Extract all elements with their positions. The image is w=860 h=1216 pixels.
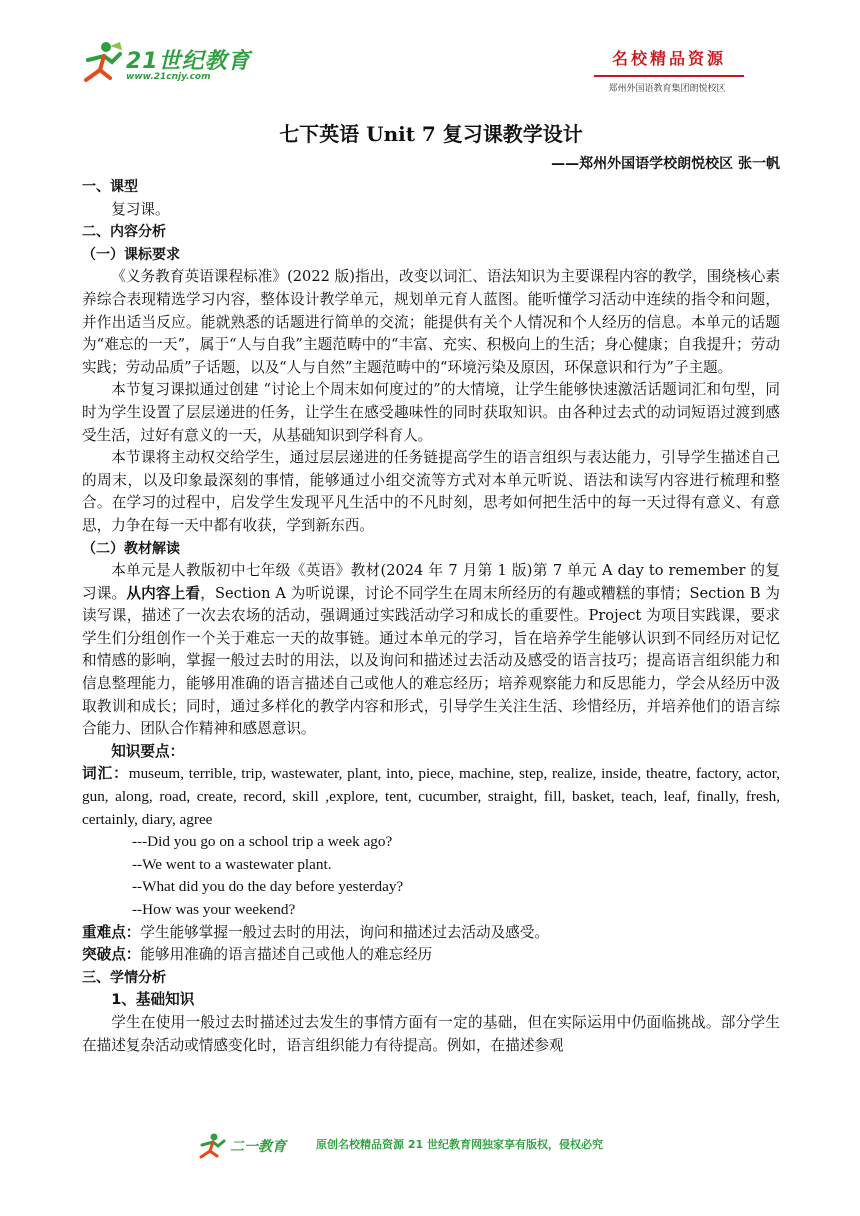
doc-author: ——郑州外国语学校朗悦校区 张一帆 [551, 156, 780, 172]
logo-text: 21世纪教育 [126, 49, 251, 74]
footer-logo [198, 1132, 298, 1162]
paragraph-text: 本单元是人教版初中七年级《英语》教材(2024 年 7 月第 1 版)第 7 单元 A day to remember 的复习课。 [82, 562, 780, 602]
section-heading-3: 三、学情分析 [82, 969, 166, 986]
subsection-heading-2-1: （一）课标要求 [82, 246, 180, 263]
vocab-paragraph [82, 763, 780, 831]
example-sentence: --We went to a wastewater plant. [132, 855, 332, 873]
doc-title: 七下英语 Unit 7 复习课教学设计 [279, 122, 583, 146]
runner-icon [80, 40, 124, 86]
break-point [82, 944, 780, 967]
subsection-heading-3-1: 1、基础知识 [111, 991, 195, 1009]
paragraph-text: ，Section A 为听说课，讨论不同学生在周末所经历的有趣或糟糕的事情；Section B 为读写课，描述了一次去农场的活动，强调通过实践活动学习和成长的重要性。Project 为项目实践课，要求学生们分组创作一个关于难忘一天的故事链。通过本单元的学习，旨在培养学生能够认识到不同经历对记忆和情感的影响，掌握一般过去时的用法，以及询问和描述过去活动及感受的语言技巧；提高语言组织能力和信息整理能力，能够用准确的语言描述自己或他人的难忘经历；培养观察能力和反思能力，学会从经历中汲取教训和成长；同时，通过多样化的教学内容和形式，引导学生关注生活、珍惜经历，并培养他们的语言综合能力、团队合作精神和感恩意识。 [82, 584, 780, 738]
section-1-text: 复习课。 [111, 200, 170, 218]
subsection-heading-2-2: （二）教材解读 [82, 540, 180, 557]
footer-logo-text: 二一教育 [230, 1139, 286, 1155]
paragraph [82, 560, 780, 741]
logo-21cnjy [80, 40, 280, 90]
break-label: 突破点： [82, 946, 141, 964]
page-header [0, 0, 860, 110]
key-text: 学生能够掌握一般过去时的用法，询问和描述过去活动及感受。 [140, 923, 550, 941]
vocab-text: museum, terrible, trip, wastewater, plant, into, piece, machine, step, realize, inside, theatre, factory, actor, gun, along, road, create, record, skill ,explore, tent, cucumber, straight, fill, basket, teach, leaf, finally, fresh, certainly, diary, agree [82, 765, 780, 828]
example-sentence: ---Did you go on a school trip a week ago? [132, 833, 393, 851]
brand-subtitle: 郑州外国语教育集团朗悦校区 [608, 84, 726, 94]
key-label: 重难点： [82, 923, 141, 941]
paragraph: 本节复习课拟通过创建 “讨论上个周末如何度过的”的大情境，让学生能够快速激活话题词汇和句型，同时为学生设置了层层递进的任务，让学生在感受趣味性的同时获取知识。由各种过去式的动词短语过渡到感受生活，过好有意义的一天，从基础知识到学科育人。 [82, 381, 780, 444]
emphasis-text: 从内容上看 [126, 584, 201, 602]
example-sentence: --What did you do the day before yesterday? [132, 878, 404, 896]
document-body [82, 118, 780, 1057]
break-text: 能够用准确的语言描述自己或他人的难忘经历 [140, 946, 433, 964]
section-heading-2: 二、内容分析 [82, 224, 166, 241]
logo-url: www.21cnjy.com [126, 72, 211, 82]
copyright-notice: 原创名校精品资源 21 世纪教育网独家享有版权，侵权必究 [316, 1138, 603, 1151]
section-heading-1: 一、课型 [82, 179, 138, 195]
vocab-label: 词汇： [82, 765, 129, 783]
runner-icon [198, 1132, 226, 1160]
paragraph: 《义务教育英语课程标准》(2022 版)指出，改变以词汇、语法知识为主要课程内容的教学，围绕核心素养综合表现精选学习内容，整体设计教学单元，规划单元育人蓝图。能听懂学习活动中连续的指令和问题，并作出适当反应。能就熟悉的话题进行简单的交流；能提供有关个人情况和个人经历的信息。本单元的话题为“难忘的一天”，属于“人与自我”主题范畴中的“丰富、充实、积极向上的生活；身心健康；自我提升；劳动实践；劳动品质”子话题，以及“人与自然”主题范畴中的“环境污染及原因，环保意识和行为”子主题。 [82, 268, 780, 376]
brand-divider [594, 75, 744, 77]
brand-block [594, 46, 744, 94]
key-point [82, 922, 780, 945]
knowledge-label: 知识要点： [111, 742, 185, 760]
example-sentence: --How was your weekend? [132, 901, 296, 918]
paragraph: 学生在使用一般过去时描述过去发生的事情方面有一定的基础，但在实际运用中仍面临挑战。部分学生在描述复杂活动或情感变化时，语言组织能力有待提高。例如，在描述参观 [82, 1013, 780, 1054]
page-footer [0, 1126, 860, 1166]
brand-title: 名校精品资源 [611, 49, 726, 68]
paragraph: 本节课将主动权交给学生，通过层层递进的任务链提高学生的语言组织与表达能力，引导学生描述自己的周末，以及印象最深刻的事情，能够通过小组交流等方式对本单元听说、语法和读写内容进行梳理和整合。在学习的过程中，启发学生发现平凡生活中的不凡时刻，思考如何把生活中的每一天过得有意义、有意思，力争在每一天中都有收获，学到新东西。 [82, 449, 780, 534]
